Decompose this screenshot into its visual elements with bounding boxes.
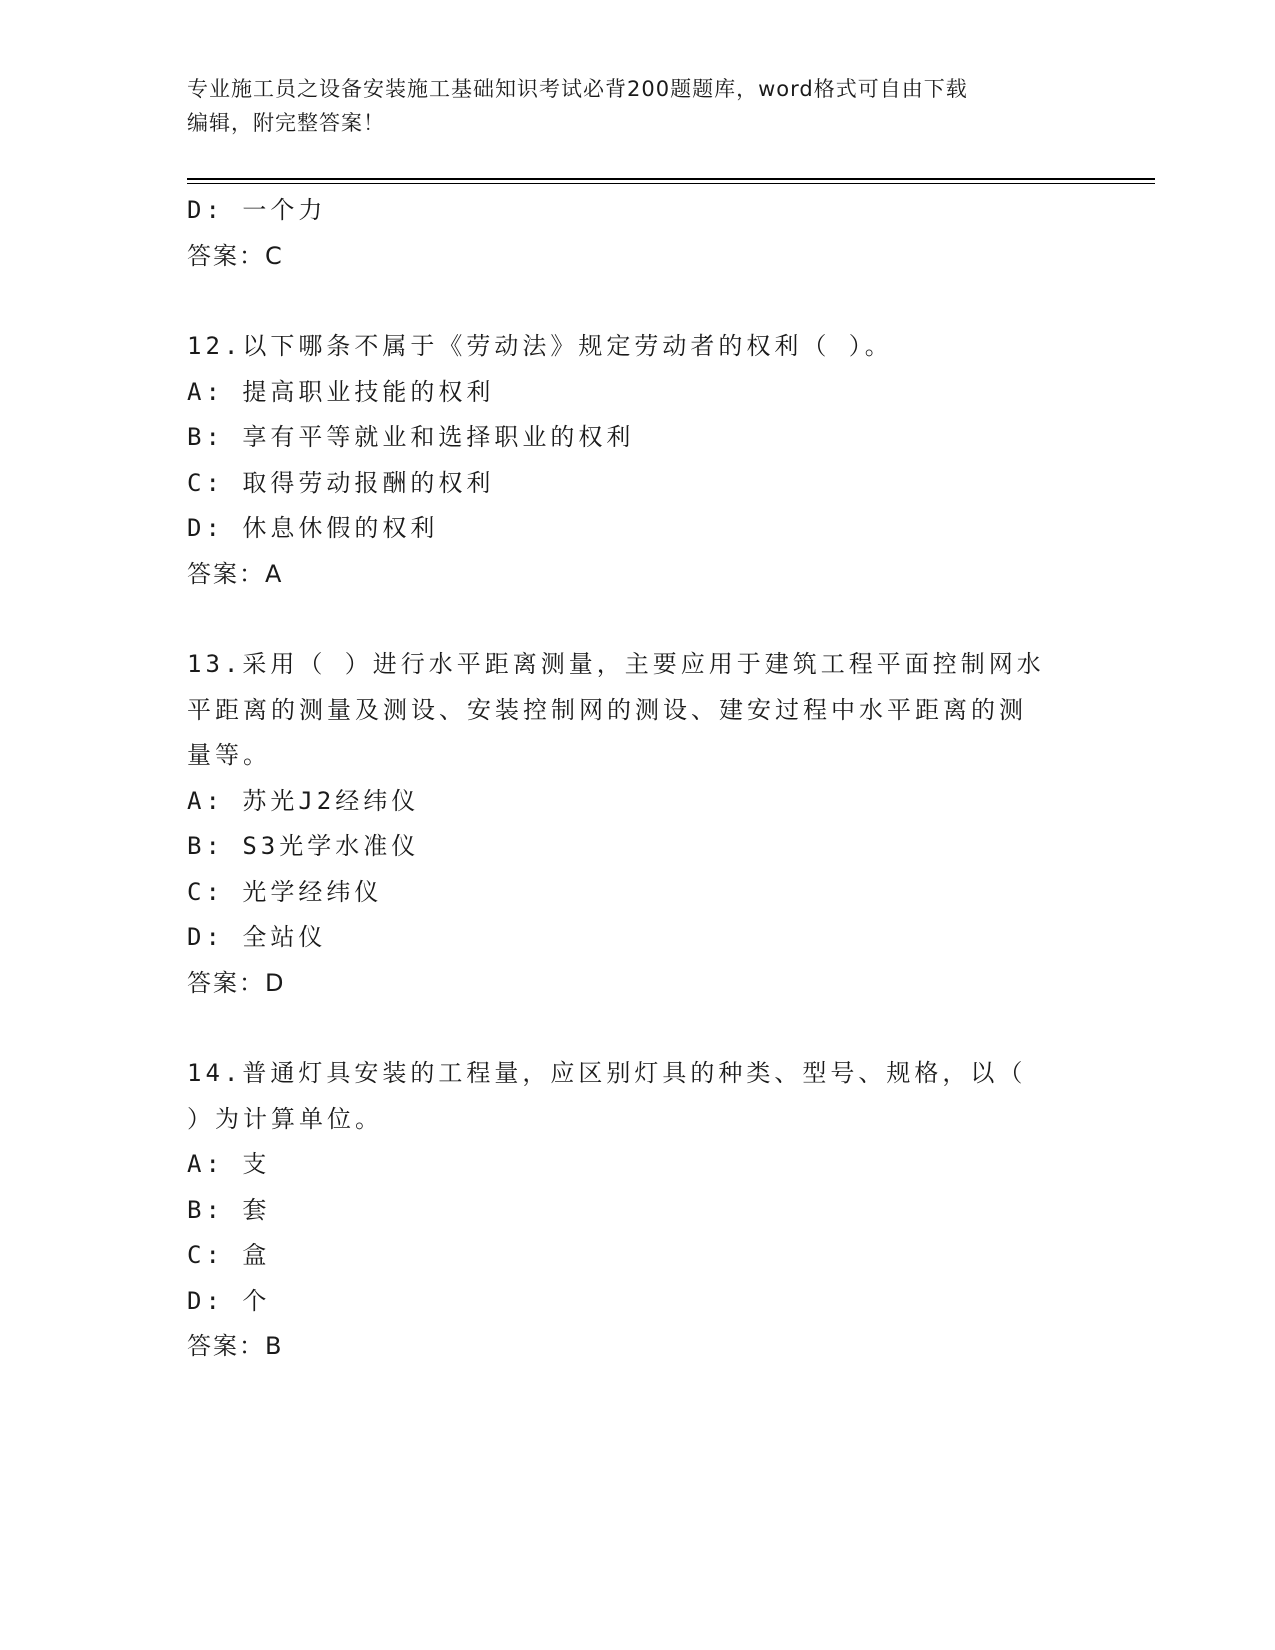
option-b: B: 享有平等就业和选择职业的权利 [187,423,635,451]
question-text-line-1: 14.普通灯具安装的工程量，应区别灯具的种类、型号、规格，以（ [187,1059,1027,1087]
option-c: C: 取得劳动报酬的权利 [187,468,495,497]
option-d: D: 休息休假的权利 [187,514,439,542]
prev-answer: 答案：C [187,241,284,270]
question-14 [187,1051,1067,1370]
option-d: D: 个 [187,1286,271,1315]
option-a: A: 支 [187,1150,271,1178]
question-text-line-2: ）为计算单位。 [187,1104,383,1133]
option-b: B: S3光学水准仪 [187,832,420,860]
option-c: C: 光学经纬仪 [187,877,383,906]
answer: 答案：A [187,559,284,588]
header-rule-thin [187,183,1155,184]
option-d: D: 全站仪 [187,923,327,951]
header-line-1: 专业施工员之设备安装施工基础知识考试必背200题题库，word格式可自由下载 [187,77,968,101]
option-b: B: 套 [187,1195,271,1224]
answer: 答案：D [187,968,286,997]
question-12 [187,324,1067,597]
option-c: C: 盒 [187,1241,271,1269]
question-13 [187,642,1067,1006]
question-text-line-1: 13.采用（ ）进行水平距离测量，主要应用于建筑工程平面控制网水 [187,650,1045,678]
header-rule-thick [187,178,1155,180]
option-a: A: 苏光J2经纬仪 [187,786,420,815]
question-text-line-2: 平距离的测量及测设、安装控制网的测设、建安过程中水平距离的测 [187,695,1027,724]
prev-option-d: D: 一个力 [187,196,327,224]
question-text-line-3: 量等。 [187,741,271,769]
question-list [187,188,1067,1370]
answer: 答案：B [187,1332,284,1360]
option-a: A: 提高职业技能的权利 [187,377,495,406]
question-text: 12.以下哪条不属于《劳动法》规定劳动者的权利（ ）。 [187,332,893,360]
header-line-2: 编辑，附完整答案！ [187,111,385,135]
document-header [187,72,1087,140]
